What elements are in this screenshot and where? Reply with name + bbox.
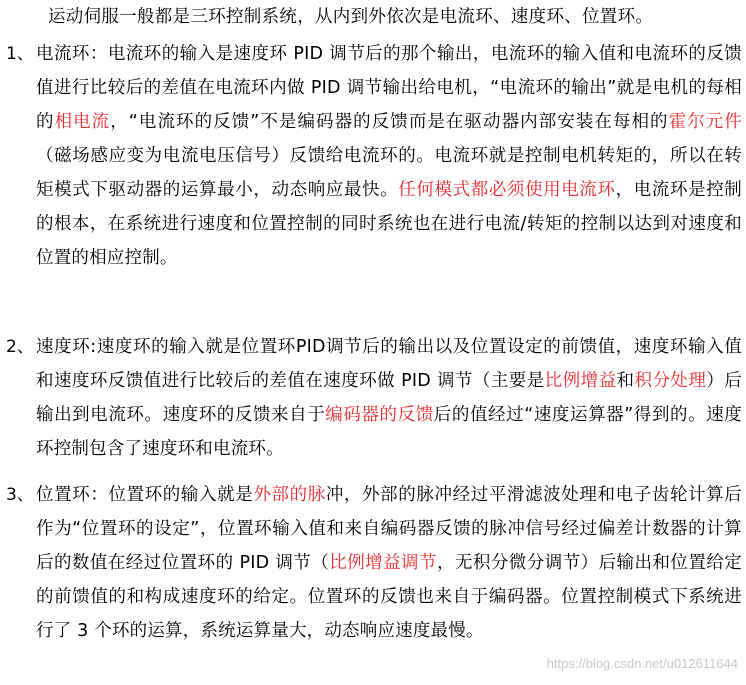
highlighted-text: 比例增益 xyxy=(544,371,617,391)
item-number: 1、 xyxy=(6,44,34,64)
text-segment: （磁场感应变为电流电压信号）反馈给电流环的。电流环就是控制电机转矩的，所以在转矩模式下驱动器的运算最小，动态响应最快。 xyxy=(36,146,742,200)
highlighted-text: 相电流 xyxy=(54,112,111,132)
text-segment: ，“电流环的反馈”不是编码器的反馈而是在驱动器内部安装在每相的 xyxy=(110,112,669,132)
item-number: 2、 xyxy=(6,337,34,357)
speed-loop-paragraph xyxy=(36,330,742,466)
position-loop-paragraph xyxy=(36,478,742,648)
current-loop-paragraph xyxy=(36,37,742,275)
text-segment: 和 xyxy=(616,371,635,391)
text-segment: ）后输出到电流环。速度环的反馈来自于 xyxy=(36,371,742,425)
highlighted-text: 霍尔元件 xyxy=(668,112,742,132)
text-segment: 位置环：位置环的输入就是 xyxy=(36,485,254,505)
highlighted-text: 比例增益调节 xyxy=(329,553,437,573)
text-segment: ，无积分微分调节）后输出和位置给定的前馈值的和构成速度环的给定。位置环的反馈也来自于编码器。位置控制模式下系统进行了 3 个环的运算，系统运算量大，动态响应速度最慢。 xyxy=(36,553,742,641)
item-number: 3、 xyxy=(6,485,34,505)
text-segment: ，电流环是控制的根本，在系统进行速度和位置控制的同时系统也在进行电流/转矩的控制以达到对速度和位置的相应控制。 xyxy=(36,180,743,268)
highlighted-text: 任何模式都必须使用电流环 xyxy=(398,180,616,200)
highlighted-text: 编码器的反馈 xyxy=(325,405,434,425)
text-segment: 后的值经过“速度运算器”得到的。速度环控制包含了速度环和电流环。 xyxy=(36,405,743,459)
watermark-url: https://blog.csdn.net/u012611644 xyxy=(546,656,738,671)
text-segment: 冲，外部的脉冲经过平滑滤波处理和电子齿轮计算后作为“位置环的设定”，位置环输入值和来自编码器反馈的脉冲信号经过偏差计数器的计算后的数值在经过位置环的 PID 调节（ xyxy=(36,485,742,573)
text-segment: 速度环:速度环的输入就是位置环PID调节后的输出以及位置设定的前馈值，速度环输入值和速度环反馈值进行比较后的差值在速度环做 PID 调节（主要是 xyxy=(36,337,742,391)
intro-paragraph: 运动伺服一般都是三环控制系统，从内到外依次是电流环、速度环、位置环。 xyxy=(48,7,654,27)
text-segment: 电流环：电流环的输入是速度环 PID 调节后的那个输出，电流环的输入值和电流环的反馈值进行比较后的差值在电流环内做 PID 调节输出给电机，“电流环的输出”就是电机的每相的 xyxy=(36,44,742,132)
highlighted-text: 积分处理 xyxy=(634,371,707,391)
highlighted-text: 外部的脉 xyxy=(253,485,326,505)
